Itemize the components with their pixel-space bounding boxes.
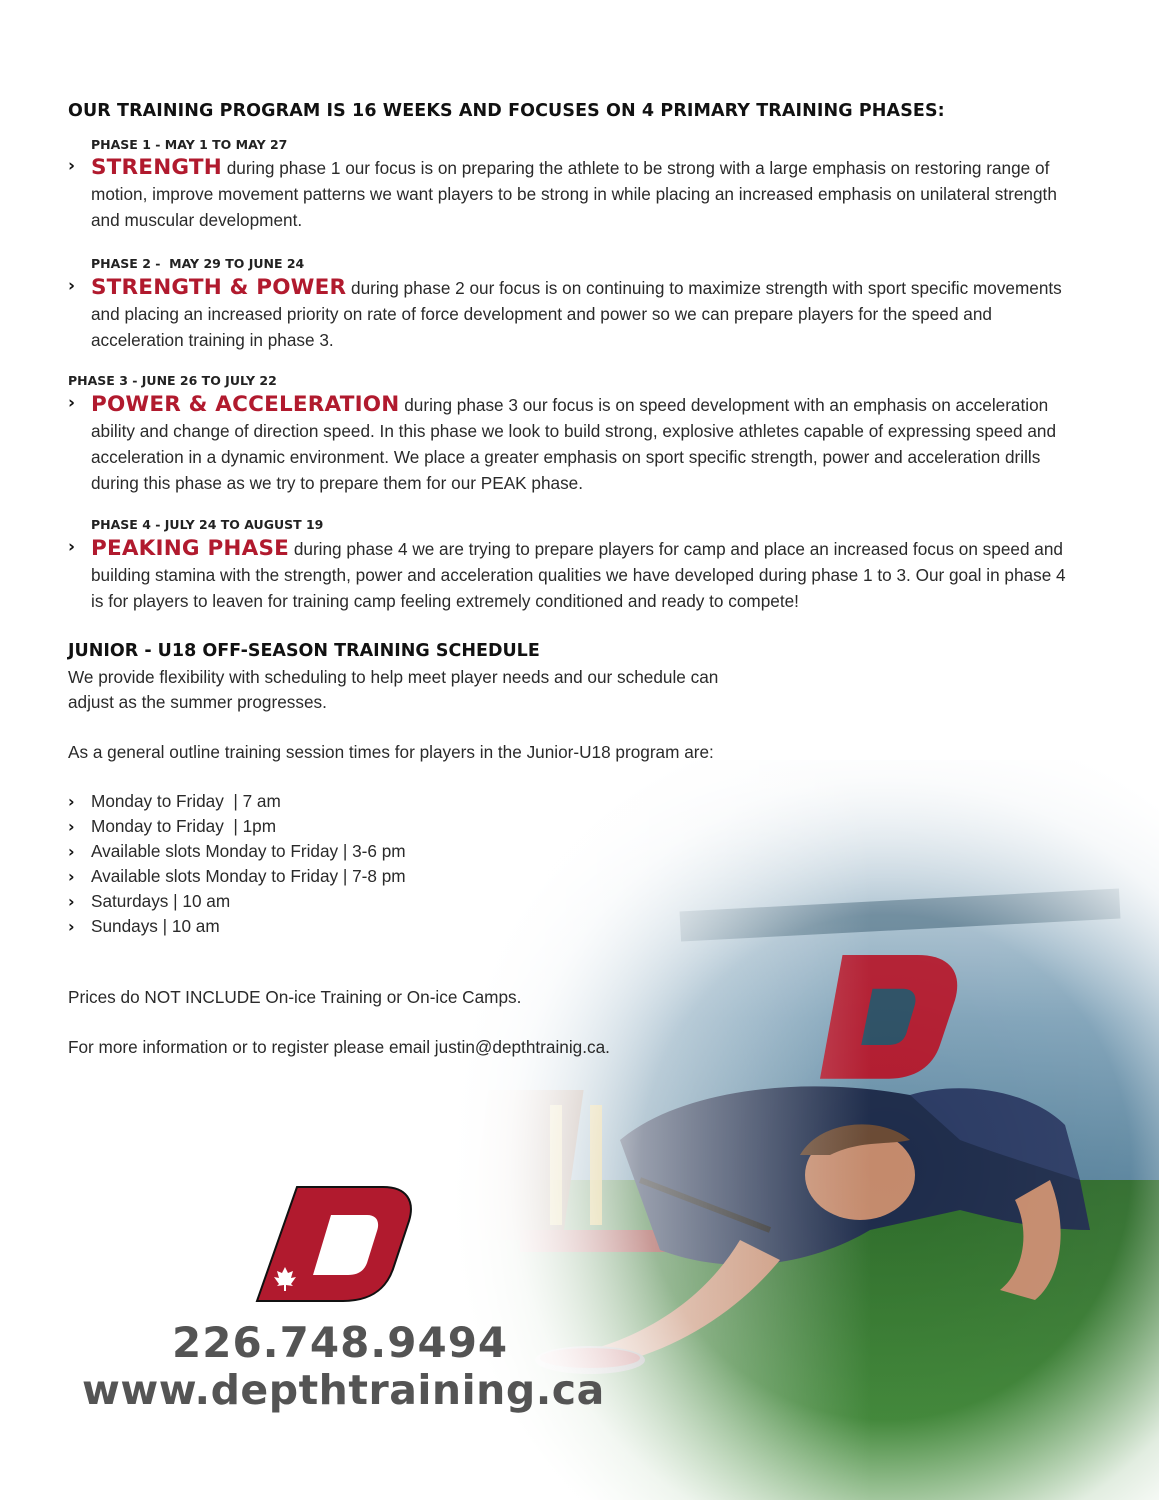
schedule-item: › Sundays | 10 am: [68, 914, 406, 939]
phase-4-item: [68, 536, 1078, 614]
phase-2-title: STRENGTH & POWER: [91, 275, 347, 300]
chevron-right-icon: ›: [68, 892, 75, 911]
chevron-right-icon: ›: [68, 917, 75, 936]
schedule-item: › Monday to Friday | 1pm: [68, 814, 406, 839]
phase-3-title: POWER & ACCELERATION: [91, 392, 400, 417]
chevron-right-icon: ›: [68, 393, 76, 413]
schedule-item: › Saturdays | 10 am: [68, 889, 406, 914]
schedule-outline: As a general outline training session times for players in the Junior-U18 program are:: [68, 742, 714, 762]
schedule-list: [68, 789, 406, 939]
phase-2-description: during phase 2 our focus is on continuing to maximize strength with sport specific movements and placing an increased priority on rate of force development and power so we can prepare players for the speed and acceleration training in phase 3.: [91, 278, 1062, 350]
schedule-heading: JUNIOR - U18 OFF-SEASON TRAINING SCHEDULE: [68, 641, 540, 661]
chevron-right-icon: ›: [68, 156, 76, 176]
schedule-item: › Available slots Monday to Friday | 3-6 pm: [68, 839, 406, 864]
phase-1-title: STRENGTH: [91, 155, 222, 180]
phase-3-description: during phase 3 our focus is on speed development with an emphasis on acceleration ability and change of direction speed. In this phase we look to build strong, explosive athletes capable of expressing speed and acceleration in a dynamic environment. We place a greater emphasis on sport specific strength, power and acceleration drills during this phase as we try to prepare them for our PEAK phase.: [91, 395, 1057, 493]
chevron-right-icon: ›: [68, 792, 75, 811]
phone-number[interactable]: 226.748.9494: [172, 1318, 509, 1367]
program-heading: OUR TRAINING PROGRAM IS 16 WEEKS AND FOCUSES ON 4 PRIMARY TRAINING PHASES:: [68, 101, 945, 121]
phase-1-item: [68, 155, 1078, 233]
phase-2-item: [68, 275, 1078, 353]
chevron-right-icon: ›: [68, 276, 76, 296]
phase-1-label: PHASE 1 - MAY 1 TO MAY 27: [91, 137, 288, 152]
chevron-right-icon: ›: [68, 842, 75, 861]
schedule-item: › Monday to Friday | 7 am: [68, 789, 406, 814]
chevron-right-icon: ›: [68, 817, 75, 836]
phase-2-label: PHASE 2 - MAY 29 TO JUNE 24: [91, 256, 305, 271]
phase-4-description: during phase 4 we are trying to prepare players for camp and place an increased focus on speed and building stamina with the strength, power and acceleration qualities we have developed during phase 1 to 3. Our goal in phase 4 is for players to leaven for training camp feeling extremely conditioned and ready to compete!: [91, 539, 1066, 611]
website-link[interactable]: www.depthtraining.ca: [82, 1366, 605, 1414]
phase-4-label: PHASE 4 - JULY 24 TO AUGUST 19: [91, 517, 324, 532]
prices-note: Prices do NOT INCLUDE On-ice Training or On-ice Camps.: [68, 987, 522, 1007]
schedule-item: › Available slots Monday to Friday | 7-8 pm: [68, 864, 406, 889]
phase-4-title: PEAKING PHASE: [91, 536, 290, 561]
phase-3-item: [68, 392, 1078, 496]
schedule-intro: We provide flexibility with scheduling to help meet player needs and our schedule can adjust as the summer progresses.: [68, 667, 719, 712]
chevron-right-icon: ›: [68, 537, 76, 557]
depth-logo-icon: [255, 1185, 415, 1310]
contact-note: For more information or to register please email justin@depthtrainig.ca.: [68, 1037, 610, 1057]
chevron-right-icon: ›: [68, 867, 75, 886]
phase-3-label: PHASE 3 - JUNE 26 TO JULY 22: [68, 373, 277, 388]
phase-1-description: during phase 1 our focus is on preparing the athlete to be strong with a large emphasis on restoring range of motion, improve movement patterns we want players to be strong in while placing an increased emphasis on unilateral strength and muscular development.: [91, 158, 1057, 230]
